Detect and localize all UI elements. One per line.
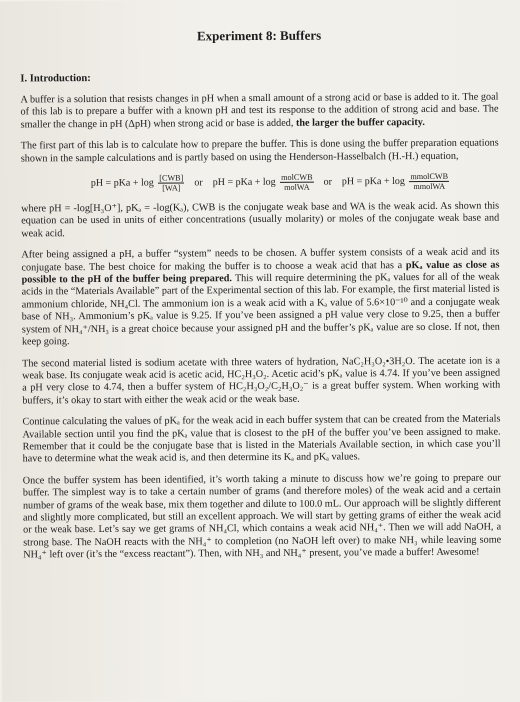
equation-denominator: [WA] bbox=[162, 183, 181, 193]
equation-concentration bbox=[91, 173, 185, 193]
paragraph-sodium-acetate: The second material listed is sodium acetate with three waters of hydration, NaC₂H₃O₂•3H₂O. The acetate ion is a weak base. Its conjugate weak acid is acetic acid, HC₂H₃O₂. Acetic acid’s pKₐ value is 4.74. If you’ve been assigned a pH very close to 4.74, then a buffer system of HC₂H₃O₂/C₂H₃O₂⁻ is a great buffer system. When working with buffers, it’s okay to start with either the weak acid or the weak base. bbox=[22, 355, 501, 407]
henderson-hasselbalch-equations bbox=[41, 172, 499, 194]
equation-lhs: pH = pKa + log bbox=[90, 177, 154, 189]
equation-or: or bbox=[323, 176, 332, 188]
intro-bold-text: the larger the buffer capacity. bbox=[295, 116, 425, 129]
equation-moles bbox=[213, 173, 314, 193]
buffer-system-bold-text: pKₐ value as close as possible to the pH of the buffer being prepared. bbox=[21, 259, 500, 286]
equation-fraction bbox=[158, 173, 184, 192]
equation-millimoles bbox=[342, 172, 449, 192]
paragraph-continue-calculating: Continue calculating the values of pKₐ for the weak acid in each buffer system that can be created from the Materials Available section until you find the pKₐ value that is closest to the pH of the buffer you’ve been assigned to make. Remember that it could be the conjugate base that is listed in the Materials Available section, in which case you’ll have to determine what the weak acid is, and then determine its Kₐ and pKₐ values. bbox=[22, 413, 501, 465]
paragraph-preparation: Once the buffer system has been identified, it’s worth taking a minute to discuss how we’re going to prepare our buffer. The simplest way is to take a certain number of grams (and therefore moles) of the weak acid and a certain number of grams of the weak base, mix them together and dilute to 100.0 mL. Our approach will be slightly different and slightly more complicated, but still an excellent approach. We will start by getting grams of either the weak acid or the weak base. Let’s say we get grams of NH₄Cl, which contains a weak acid NH₄⁺. Then we will add NaOH, a strong base. The NaOH reacts with the NH₄⁺ to completion (no NaOH left over) to make NH₃ while leaving some NH₄⁺ left over (it’s the “excess reactant”). Then, with NH₃ and NH₄⁺ present, you’ve made a buffer! Awesome! bbox=[22, 472, 502, 561]
page-title: Experiment 8: Buffers bbox=[196, 27, 322, 44]
equation-numerator: molCWB bbox=[281, 172, 313, 182]
section-heading: I. Introduction: bbox=[20, 73, 91, 85]
equation-lhs: pH = pKa + log bbox=[341, 175, 405, 188]
paragraph-definitions: where pH = -log[H₃O⁺], pKₐ = -log(Kₐ), CWB is the conjugate weak base and WA is the weak acid. As shown this equation can be used in units of either concentrations (usually molarity) or moles of the conjugate weak base and weak acid. bbox=[21, 200, 500, 240]
equation-fraction bbox=[280, 173, 314, 192]
equation-or: or bbox=[194, 177, 203, 189]
equation-denominator: molWA bbox=[284, 182, 310, 192]
paragraph-buffer-system bbox=[21, 247, 500, 349]
equation-lhs: pH = pKa + log bbox=[212, 176, 276, 189]
equation-numerator: [CWB] bbox=[159, 173, 184, 183]
equation-numerator: mmolCWB bbox=[410, 171, 449, 182]
paragraph-intro bbox=[20, 92, 498, 132]
equation-denominator: mmolWA bbox=[413, 181, 446, 192]
equation-fraction bbox=[409, 172, 449, 191]
intro-text: A buffer is a solution that resists changes in pH when a small amount of a strong acid or base is added to it. The goal of this lab is to prepare a buffer with a known pH and test its response to the addition of strong acid and base. The smaller the change in pH (ΔpH) when strong acid or base is added, bbox=[20, 91, 499, 131]
buffer-system-text: After being assigned a pH, a buffer “system” needs to be chosen. A buffer system consists of a weak acid and its conjugate base. The best choice for making the buffer is to choose a weak acid that has a bbox=[21, 246, 500, 274]
paragraph-calculation: The first part of this lab is to calculate how to prepare the buffer. This is done using the buffer preparation equations shown in the sample calculations and is partly based on using the Henderson-Hasselbalch (H.-H.) equation, bbox=[20, 137, 499, 165]
buffer-system-text-continued: This will require determining the pKₐ values for all of the weak acids in the “Materials Available” part of the Experimental section of this lab. For example, the first material listed is ammonium chloride, NH₄Cl. The ammonium ion is a weak acid with a Kₐ value of 5.6×10⁻¹⁰ and a conjugate weak base of NH₃. Ammonium’s pKₐ value is 9.25. If you’ve been assigned a pH value very close to 9.25, then a buffer system of NH₄⁺/NH₃ is a great choice because your assigned pH and the buffer’s pKₐ value are so close. If not, then keep going. bbox=[21, 271, 500, 348]
